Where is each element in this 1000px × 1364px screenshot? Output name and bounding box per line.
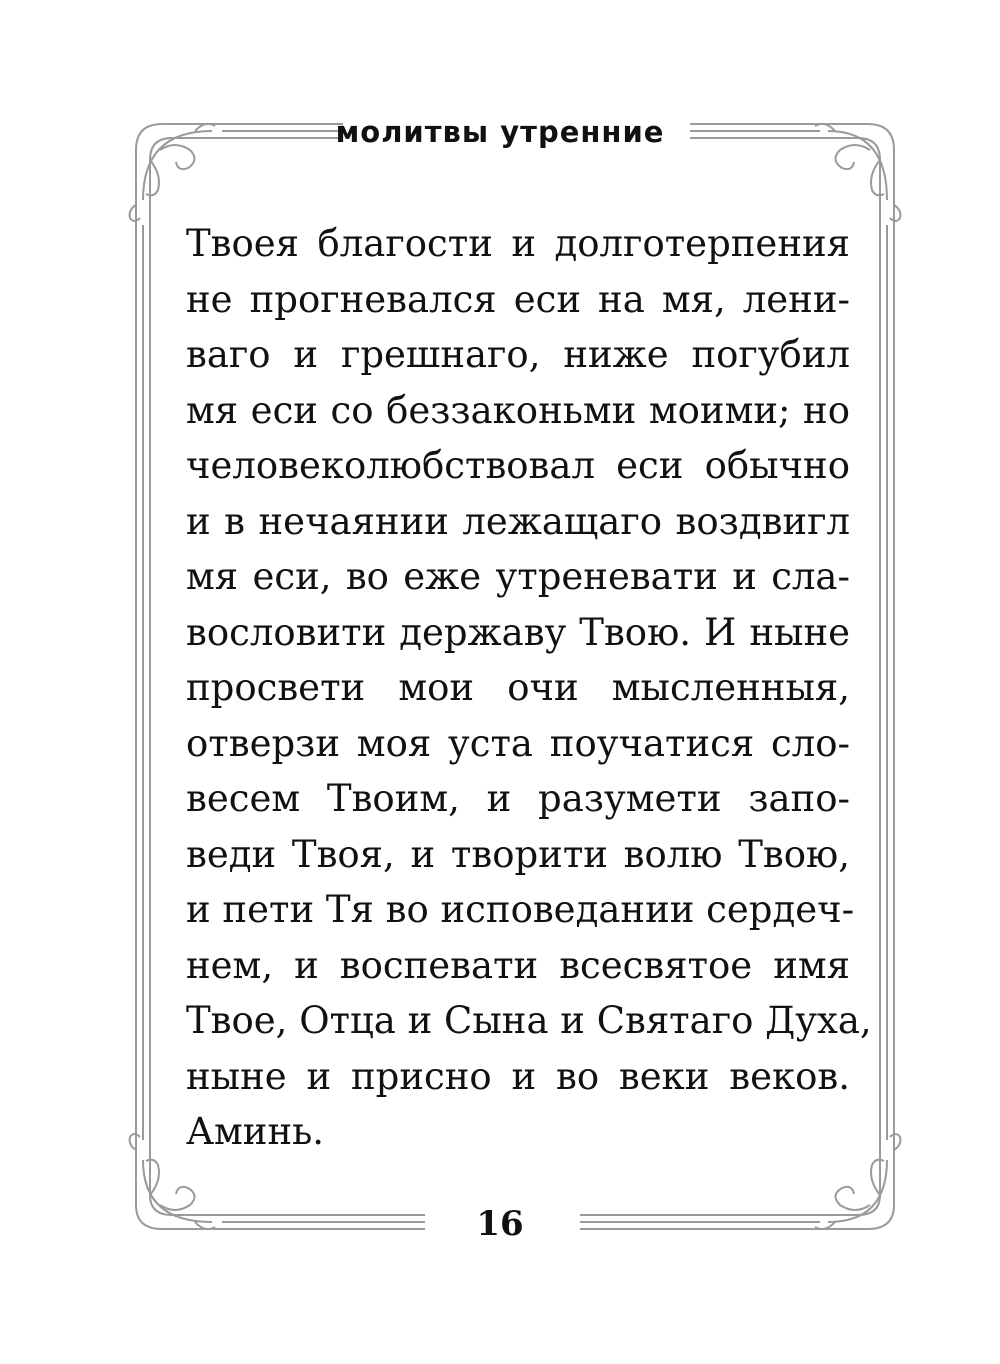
prayer-line: ныне и присно и во веки веков. xyxy=(186,1054,850,1098)
running-header-title: молитвы утренние xyxy=(335,115,665,149)
prayer-line: просвети мои очи мысленныя, xyxy=(186,666,850,709)
prayer-line: мя еси, во еже утреневати и сла- xyxy=(186,555,850,598)
prayer-line: не прогневался еси на мя, лени- xyxy=(186,277,850,321)
prayer-line: вословити державу Твою. И ныне xyxy=(186,610,850,654)
prayer-line: нем, и воспевати всесвятое имя xyxy=(186,943,850,987)
right-vertical-rule xyxy=(880,225,894,1140)
prayer-text xyxy=(186,216,872,1160)
prayer-line: Твоея благости и долготерпения xyxy=(186,222,850,265)
left-vertical-rule xyxy=(136,225,150,1140)
prayer-line: отверзи моя уста поучатися сло- xyxy=(186,721,850,765)
prayer-line: Твое, Отца и Сына и Святаго Духа, xyxy=(186,999,872,1042)
prayer-line: и пети Тя во исповедании сердеч- xyxy=(186,888,855,931)
prayer-line: Аминь. xyxy=(186,1110,325,1153)
page-number: 16 xyxy=(476,1204,524,1244)
prayer-line: ваго и грешнаго, ниже погубил xyxy=(186,333,850,376)
prayer-line: и в нечаянии лежащаго воздвигл xyxy=(186,499,850,543)
prayer-line: человеколюбствовал еси обычно xyxy=(186,444,850,487)
prayer-line: веди Твоя, и творити волю Твою, xyxy=(186,832,850,876)
prayer-line: мя еси со беззаконьми моими; но xyxy=(186,388,850,432)
prayer-line: весем Твоим, и разумети запо- xyxy=(186,777,850,820)
